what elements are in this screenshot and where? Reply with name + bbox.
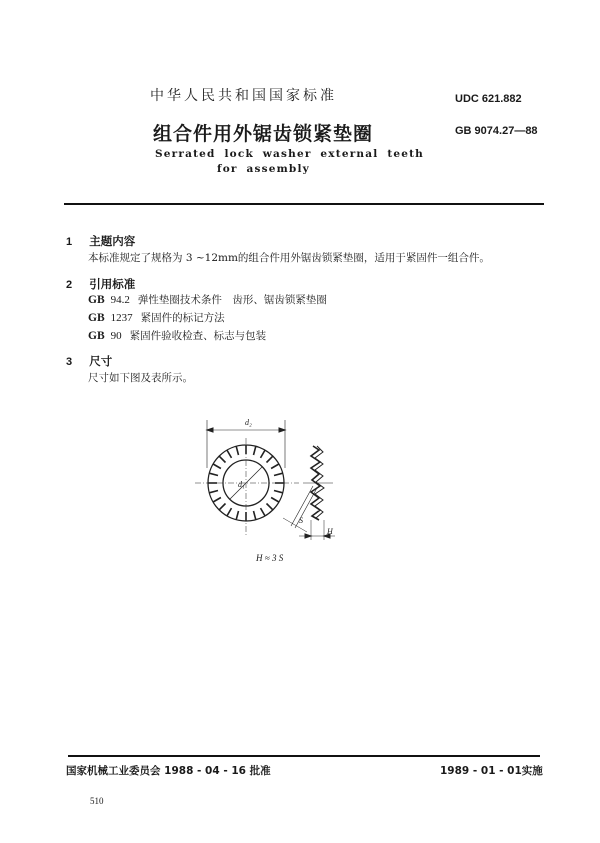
figure-caption: H ≈ 3 S — [256, 553, 284, 563]
document-title-en-line1: Serrated lock washer external teeth — [155, 148, 425, 160]
section-3-heading — [66, 350, 112, 369]
section-1-body: 本标准规定了规格为 3 ~12mm的组合件用外锯齿锁紧垫圈，适用于紧固件一组合件。 — [88, 252, 490, 264]
washer-drawing — [195, 410, 345, 550]
national-standard-heading: 中华人民共和国国家标准 — [150, 88, 337, 104]
footer-divider — [68, 755, 540, 757]
section-title: 引用标准 — [89, 277, 136, 291]
gb-standard-number: GB 9074.27—88 — [455, 125, 538, 137]
header-divider — [64, 203, 544, 205]
implementation-date: 1989 - 01 - 01实施 — [440, 765, 543, 777]
document-title-cn: 组合件用外锯齿锁紧垫圈 — [153, 123, 374, 145]
reference-item: GB 90 紧固件验收检查、标志与包装 — [88, 330, 267, 342]
section-number: 3 — [66, 356, 73, 368]
s-label: S — [299, 516, 303, 525]
section-3-body: 尺寸如下图及表所示。 — [88, 372, 193, 384]
section-number: 1 — [66, 236, 73, 248]
section-1-heading — [66, 230, 135, 249]
h-label: H — [327, 527, 333, 536]
section-title: 主题内容 — [89, 234, 136, 248]
d2-label: d₂ — [245, 418, 252, 427]
section-2-heading — [66, 273, 135, 292]
reference-item: GB 1237 紧固件的标记方法 — [88, 312, 225, 324]
approval-date: 国家机械工业委员会 1988 - 04 - 16 批准 — [66, 765, 271, 777]
d1-label: d₁ — [238, 480, 245, 489]
udc-code: UDC 621.882 — [455, 93, 522, 105]
page-number: 510 — [90, 796, 104, 806]
document-title-en-line2: for assembly — [217, 163, 310, 175]
section-title: 尺寸 — [89, 354, 113, 368]
reference-item: GB 94.2 弹性垫圈技术条件 齿形、锯齿锁紧垫圈 — [88, 294, 327, 306]
section-number: 2 — [66, 279, 73, 291]
